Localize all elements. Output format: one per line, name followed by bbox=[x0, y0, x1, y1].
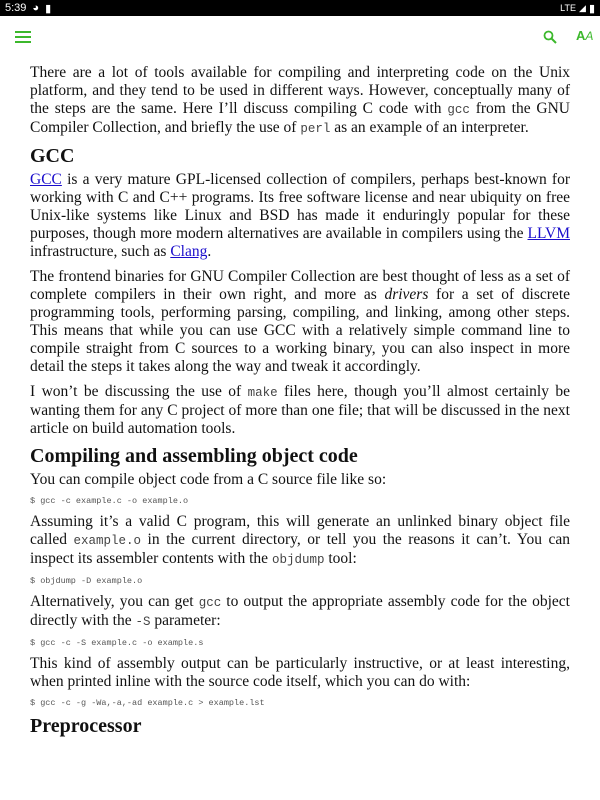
paragraph bbox=[30, 383, 570, 438]
inline-code: gcc bbox=[447, 103, 470, 117]
signal-icon: ◢ bbox=[579, 2, 586, 13]
section-heading: GCC bbox=[30, 145, 75, 167]
inline-code: -S bbox=[135, 615, 151, 629]
section-heading: Compiling and assembling object code bbox=[30, 445, 358, 467]
inline-code: gcc bbox=[198, 596, 222, 610]
paragraph bbox=[30, 513, 570, 569]
text: . bbox=[207, 243, 212, 260]
sd-card-icon: ▮ bbox=[45, 2, 52, 15]
text: Alternatively, you can get bbox=[30, 593, 199, 610]
paragraph bbox=[30, 171, 570, 261]
search-icon[interactable] bbox=[543, 30, 557, 49]
code-block: $ gcc -c -S example.c -o example.s bbox=[30, 638, 204, 648]
battery-icon: ▮ bbox=[588, 2, 595, 15]
text: Assuming it’s a valid C program, this will generate an unlinked binary object file called bbox=[30, 513, 570, 548]
inline-code: objdump bbox=[271, 553, 325, 567]
code-block: $ gcc -c -g -Wa,-a,-ad example.c > example.lst bbox=[30, 698, 265, 708]
clang-link[interactable]: Clang bbox=[170, 243, 208, 260]
status-bar bbox=[0, 0, 600, 16]
text: tool: bbox=[324, 550, 357, 567]
code-block: $ gcc -c example.c -o example.o bbox=[30, 496, 189, 506]
paragraph bbox=[30, 268, 570, 376]
code-block: $ objdump -D example.o bbox=[30, 576, 143, 586]
llvm-link[interactable]: LLVM bbox=[527, 225, 570, 242]
article-content bbox=[30, 64, 570, 736]
text: I won’t be discussing the use of bbox=[30, 383, 248, 400]
paragraph: This kind of assembly output can be particularly instructive, or at least interesting, when printed inline with the source code itself, which you can do with: bbox=[30, 655, 570, 690]
inline-code: example.o bbox=[73, 534, 142, 548]
text: as an example of an interpreter. bbox=[330, 119, 529, 136]
inline-code: perl bbox=[300, 122, 331, 136]
inline-code: make bbox=[247, 386, 278, 400]
paragraph bbox=[30, 64, 570, 138]
text: for a set of discrete programming tools, performing parsing, compiling, and linking, among other steps. This means that while you can use GCC with a relatively simple command line to compile straight from C sources to a working binary, you can also inspect in more detail the steps it takes along the way and tweak it accordingly. bbox=[30, 286, 571, 375]
text: There are a lot of tools available for compiling and interpreting code on the Unix platform, and they tend to be used in different ways. However, conceptually many of the steps are the same. Here I’ll discuss compiling C code with bbox=[30, 64, 570, 117]
paragraph bbox=[30, 593, 570, 631]
toolbar bbox=[0, 16, 600, 60]
text: infrastructure, such as bbox=[30, 243, 171, 260]
hamburger-icon[interactable] bbox=[15, 30, 31, 48]
gcc-link[interactable]: GCC bbox=[30, 171, 62, 188]
p-badge-icon: ◕ bbox=[32, 2, 40, 14]
text: parameter: bbox=[150, 612, 221, 629]
text: files here, though you’ll almost certainly be wanting them for any C project of more than one file; that will be discussed in the next article on build automation tools. bbox=[30, 383, 570, 437]
paragraph: You can compile object code from a C source file like so: bbox=[30, 471, 387, 488]
network-type: LTE bbox=[560, 3, 577, 13]
text: is a very mature GPL-licensed collection of compilers, perhaps best-known for working with C and C++ programs. Its free software license and near ubiquity on free Unix-like systems like Linux and BSD has made it enduringly popular for these purposes, though more modern alternatives are available in compilers using the bbox=[30, 171, 570, 242]
text: The frontend binaries for GNU Compiler Collection are best thought of less as a set of complete compilers in their own right, and more as bbox=[30, 268, 570, 303]
section-heading: Preprocessor bbox=[30, 715, 142, 737]
text: to output the appropriate assembly code for the object directly with the bbox=[30, 593, 570, 629]
font-size-icon[interactable]: AA bbox=[576, 28, 594, 43]
text: in the current directory, or tell you the reasons it can’t. You can inspect its assembler contents with the bbox=[30, 531, 570, 567]
clock: 5:39 bbox=[5, 2, 27, 14]
text: from the GNU Compiler Collection, and briefly the use of bbox=[30, 100, 570, 136]
emphasis: drivers bbox=[384, 286, 429, 303]
